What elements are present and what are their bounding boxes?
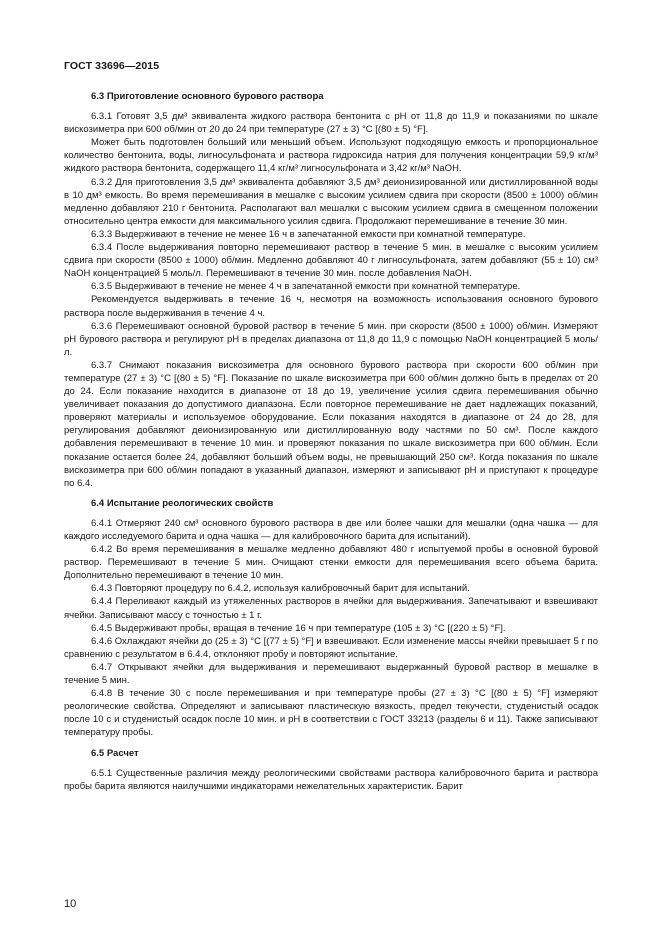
page-content (64, 90, 598, 793)
paragraph-6-5-1: 6.5.1 Существенные различия между реологическими свойствами раствора калибровочного барита и раствора пробы барита являются наилучшими индикаторами нежелательных характеристик. Барит (64, 767, 598, 792)
paragraph-6-4-4: 6.4.4 Переливают каждый из утяжеленных растворов в ячейки для выдерживания. Запечатывают и взвешивают ячейки. Записывают массу с точностью ± 1 г. (64, 596, 598, 621)
section-heading-6-4: 6.4 Испытание реологических свойств (91, 497, 274, 509)
paragraph-6-4-3: 6.4.3 Повторяют процедуру по 6.4.2, используя калибровочный барит для испытаний. (91, 583, 470, 595)
section-heading-6-3: 6.3 Приготовление основного бурового раствора (91, 91, 324, 102)
paragraph-6-4-2: 6.4.2 Во время перемешивания в мешалке медленно добавляют 480 г испытуемой пробы в основной буровой раствор. Перемешивают в течение 5 мин. Очищают стенки емкости для перемешивания всего объема барита. Дополнительно перемешивают в течение 10 мин. (64, 544, 598, 582)
paragraph-6-4-5: 6.4.5 Выдерживают пробы, вращая в течение 16 ч при температуре (105 ± 3) °С [(220 ± 5) °F]. (91, 622, 506, 634)
paragraph-6-3-4: 6.3.4 После выдерживания повторно перемешивают раствор в течение 5 мин. в мешалке с высоким усилием сдвига при скорости (8500 ± 1000) об/мин. Медленно добавляют 40 г лигносульфоната, затем добавляют (55 ± 10) см³ NaOH концентрацией 5 моль/л. Перемешивают в течение 30 мин. после добавления NaOH. (64, 242, 598, 280)
paragraph-6-4-6: 6.4.6 Охлаждают ячейки до (25 ± 3) °С [(77 ± 5) °F] и взвешивают. Если изменение массы ячейки превышает 5 г по сравнению с результатом в 6.4.4, отклоняют пробу и повторяют испытание. (64, 635, 598, 660)
document-code: ГОСТ 33696—2015 (64, 60, 160, 72)
page-number: 10 (64, 898, 77, 910)
paragraph-6-3-7: 6.3.7 Снимают показания вискозиметра для основного бурового раствора при скорости 600 об/мин при температуре (27 ± 3) °С [(80 ± 5) °F]. Показание по шкале вискозиметра при 600 об/мин должно быть в пределах от 20 до 24. Если показание находится в диапазоне от 18 до 19, увеличение усилия сдвига перемешивания обычно увеличивает показания до допустимого диапазона. Если повторное перемешивание не дает надлежащих показаний, проверяют материалы и используемое оборудование. Если показания находятся в диапазоне от 24 до 28, для регулирования добавляют деионизированную или дистиллированную воду частями по 50 см³. После каждого добавления перемешивают в течение 10 мин. и проверяют показания по шкале вискозиметра при 600 об/мин. Если показание остается более 24, добавляют больший объем воды, не превышающий 250 см³. Когда показания по шкале вискозиметра при 600 об/мин попадают в указанный диапазон, измеряют и записывают pH и приступают к процедуре по 6.4. (64, 359, 598, 489)
paragraph-6-3-5-note: Рекомендуется выдерживать в течение 16 ч, несмотря на возможность использования основного бурового раствора после выдерживания в течение 4 ч. (64, 294, 598, 319)
paragraph-6-3-2: 6.3.2 Для приготовления 3,5 дм³ эквивалента добавляют 3,5 дм³ деионизированной или дистиллированной воды в 10 дм³ емкость. Во время перемешивания в мешалке с высоким усилием сдвига при скорости (8500 ± 1000) об/мин медленно добавляют 210 г бентонита. Располагают вал мешалки с высоким усилием сдвига в смещенном положении относительно центра емкости для максимального усилия сдвига. Продолжают перемешивание в течение 30 мин. (64, 176, 598, 227)
paragraph-6-3-5: 6.3.5 Выдерживают в течение не менее 4 ч в запечатанной емкости при комнатной температуре. (91, 281, 521, 293)
paragraph-6-3-1: 6.3.1 Готовят 3,5 дм³ эквивалента жидкого раствора бентонита с pH от 11,8 до 11,9 и показаниями по шкале вискозиметра при 600 об/мин от 20 до 24 при температуре (27 ± 3) °С [(80 ± 5) °F]. (64, 111, 598, 136)
paragraph-6-3-1-note: Может быть подготовлен больший или меньший объем. Используют подходящую емкость и пропорциональное количество бентонита, воды, лигносульфоната и раствора гидроксида натрия для получения концентрации 59,9 кг/м³ жидкого раствора бентонита, содержащего 11,4 кг/м³ лигносульфоната и 3,42 кг/м³ NaOH. (64, 137, 598, 175)
paragraph-6-4-8: 6.4.8 В течение 30 с после перемешивания и при температуре пробы (27 ± 3) °С [(80 ± 5) °F] измеряют реологические свойства. Определяют и записывают пластическую вязкость, предел текучести, студенистый осадок после 10 с и студенистый осадок после 10 мин. и pH в соответствии с ГОСТ 33213 (разделы 6 и 11). Также записывают температуру пробы. (64, 688, 598, 739)
paragraph-6-4-1: 6.4.1 Отмеряют 240 см³ основного бурового раствора в две или более чашки для мешалки (одна чашка — для каждого исследуемого барита и одна чашка — для калибровочного барита для испытаний). (64, 517, 598, 542)
paragraph-6-3-3: 6.3.3 Выдерживают в течение не менее 16 ч в запечатанной емкости при комнатной температуре. (91, 228, 526, 240)
section-heading-6-5: 6.5 Расчет (91, 747, 139, 759)
paragraph-6-4-7: 6.4.7 Открывают ячейки для выдерживания и перемешивают выдержанный буровой раствор в мешалке в течение 5 мин. (64, 661, 598, 687)
paragraph-6-3-6: 6.3.6 Перемешивают основной буровой раствор в течение 5 мин. при скорости (8500 ± 1000) об/мин. Измеряют pH бурового раствора и регулируют pH в пределах диапазона от 11,8 до 11,9 с помощью NaOH концентрацией 5 моль/л. (64, 320, 598, 358)
